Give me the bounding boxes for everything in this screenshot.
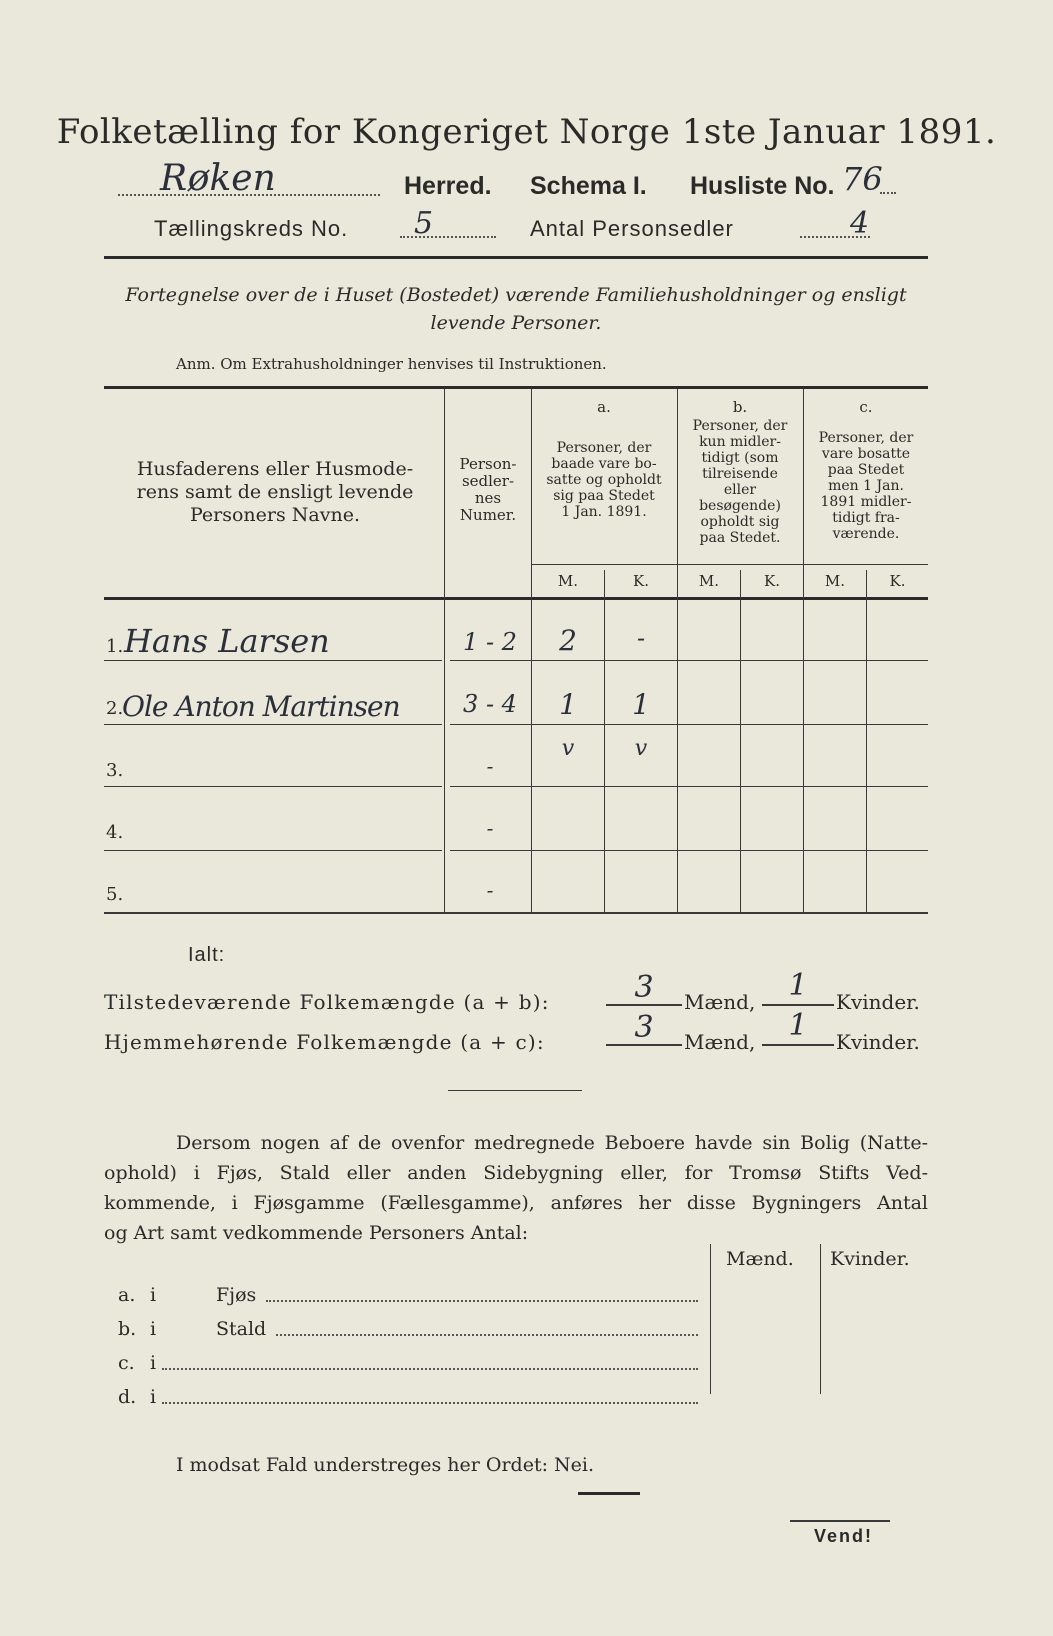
row-num: - [486, 754, 494, 778]
hjemme-k: 1 [788, 1008, 808, 1043]
herred-label: Herred. [404, 172, 492, 200]
outbuild-row-letter: b. [118, 1318, 137, 1340]
outbuild-paragraph: Dersom nogen af de ovenfor medregnede Beboere havde sin Bolig (Natte- ophold) i Fjøs, Stald eller anden Sidebygning eller, for Tromsø Stifts Ved- kommende, i Fjøsgamme (Fællesgamme), anføres her disse Bygningers Antal og Art samt vedkommende Personers Antal: [104, 1132, 928, 1244]
schema-label: Schema I. [530, 172, 647, 200]
outbuild-row-letter: d. [118, 1386, 137, 1408]
group-c-letter: c. [859, 398, 873, 416]
row-a-m: v [561, 736, 575, 761]
row-number: 5. [106, 884, 124, 905]
row-a-m: 1 [559, 688, 577, 721]
kreds-label: Tællingskreds No. [154, 216, 349, 241]
hjemme-kvinder: Kvinder. [836, 1030, 920, 1054]
c-k-header: K. [889, 572, 906, 590]
outbuild-row-i: i [150, 1318, 157, 1340]
row-num: - [486, 878, 494, 902]
row-num: 3 - 4 [463, 690, 517, 718]
group-b-letter: b. [732, 398, 748, 416]
row-line [450, 660, 928, 661]
group-a-header: Personer, der baade vare bo- satte og opholdt sig paa Stedet 1 Jan. 1891. [546, 440, 662, 520]
outbuild-vline-2 [820, 1244, 821, 1394]
row-line [104, 786, 442, 787]
b-k-header: K. [764, 572, 780, 590]
row-line [450, 786, 928, 787]
group-a-letter: a. [597, 398, 611, 416]
outbuild-row-dots [266, 1296, 698, 1302]
outbuild-row-letter: c. [118, 1352, 135, 1374]
outbuild-row-dots [162, 1364, 698, 1370]
a-m-header: M. [557, 572, 579, 590]
tilstede-m: 3 [634, 970, 654, 1005]
row-number: 1. [106, 636, 124, 657]
header-rule [104, 256, 928, 259]
tilstede-label: Tilstedeværende Folkemængde (a + b): [104, 990, 550, 1014]
outbuild-row-label: Stald [216, 1318, 267, 1340]
outbuild-row-label: Fjøs [216, 1284, 257, 1306]
table-header-rule [104, 597, 928, 600]
husliste-label: Husliste No. [690, 172, 835, 200]
row-num: 1 - 2 [463, 628, 517, 656]
group-b-header: Personer, der kun midler- tidigt (som tilreisende eller besøgende) opholdt sig paa Stedet. [692, 418, 788, 546]
intro-note: Anm. Om Extrahusholdninger henvises til Instruktionen. [176, 355, 607, 373]
husliste-value: 76 [842, 160, 883, 198]
personsedler-dotline [800, 230, 870, 238]
c-m-header: M. [824, 572, 846, 590]
outbuild-row-dots [276, 1330, 698, 1336]
mk-header-line [531, 564, 928, 565]
row-name: Hans Larsen [124, 622, 330, 660]
tilstede-kvinder: Kvinder. [836, 990, 920, 1014]
row-number: 3. [106, 760, 124, 781]
intro-line2: levende Personer. [430, 312, 602, 334]
col-num-header: Person- sedler- nes Numer. [459, 455, 517, 524]
outbuild-vline-1 [710, 1244, 711, 1394]
page-title: Folketælling for Kongeriget Norge 1ste Januar 1891. [56, 112, 997, 152]
husliste-dotline [880, 184, 896, 194]
tilstede-k-line [762, 1004, 834, 1006]
personsedler-value: 4 [850, 206, 870, 241]
tilstede-k: 1 [788, 968, 808, 1003]
col-name-header: Husfaderens eller Husmode- rens samt de ensligt levende Personers Navne. [136, 458, 414, 526]
outbuild-row-letter: a. [118, 1284, 136, 1306]
hjemme-label: Hjemmehørende Folkemængde (a + c): [104, 1030, 545, 1054]
outbuild-row-i: i [150, 1386, 157, 1408]
outbuild-row-i: i [150, 1284, 157, 1306]
personsedler-label: Antal Personsedler [530, 216, 734, 241]
row-line [104, 660, 442, 661]
a-k-header: K. [633, 572, 649, 590]
row-a-k: - [636, 624, 646, 652]
nei-line: I modsat Fald understreges her Ordet: Nei. [176, 1454, 595, 1476]
vline-c-mk [866, 570, 867, 912]
row-line [450, 724, 928, 725]
outbuild-kvinder-header: Kvinder. [830, 1248, 910, 1270]
kreds-value: 5 [414, 206, 434, 241]
row-a-k: 1 [632, 688, 650, 721]
kreds-dotline [400, 230, 496, 238]
b-m-header: M. [698, 572, 720, 590]
row-a-k: v [634, 736, 648, 761]
row-line [450, 850, 928, 851]
outbuild-row-i: i [150, 1352, 157, 1374]
row-name: Ole Anton Martinsen [122, 690, 400, 723]
row-number: 2. [106, 698, 124, 719]
group-c-header: Personer, der vare bosatte paa Stedet men 1 Jan. 1891 midler- tidigt fra- værende. [818, 430, 914, 542]
hjemme-k-line [762, 1044, 834, 1046]
hjemme-m: 3 [634, 1010, 654, 1045]
vline-name [444, 389, 445, 912]
row-number: 4. [106, 822, 124, 843]
outbuild-row-dots [162, 1398, 698, 1404]
nei-underline [578, 1492, 640, 1495]
vend-label: Vend! [814, 1526, 874, 1546]
row-num: - [486, 816, 494, 840]
table-top-rule [104, 386, 928, 389]
intro-line1: Fortegnelse over de i Huset (Bostedet) værende Familiehusholdninger og ensligt [125, 284, 907, 306]
row-a-m: 2 [559, 624, 577, 657]
row-line [104, 724, 442, 725]
vline-b-mk [740, 570, 741, 912]
section-divider [448, 1090, 582, 1091]
table-bottom-rule [104, 912, 928, 914]
hjemme-maend: Mænd, [684, 1030, 756, 1054]
vend-rule [790, 1520, 890, 1522]
row-line [104, 850, 442, 851]
ialt-label: Ialt: [188, 944, 226, 966]
outbuild-maend-header: Mænd. [726, 1248, 794, 1270]
herred-value: Røken [160, 158, 276, 199]
tilstede-maend: Mænd, [684, 990, 756, 1014]
